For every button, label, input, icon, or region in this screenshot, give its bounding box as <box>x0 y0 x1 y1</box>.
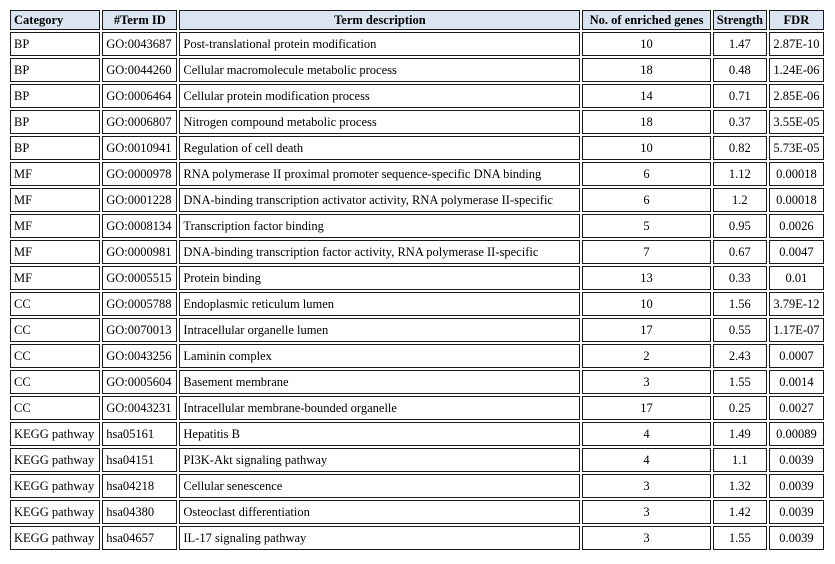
table-row <box>10 240 824 264</box>
header-row <box>10 10 824 30</box>
cell-enriched-genes: 3 <box>582 474 710 498</box>
table-row <box>10 136 824 160</box>
cell-category: MF <box>10 214 100 238</box>
cell-term-id: GO:0000978 <box>102 162 177 186</box>
cell-term-description: Intracellular membrane-bounded organelle <box>179 396 580 420</box>
table-row <box>10 32 824 56</box>
cell-term-id: hsa04151 <box>102 448 177 472</box>
cell-strength: 0.71 <box>713 84 767 108</box>
cell-fdr: 3.79E-12 <box>769 292 824 316</box>
cell-term-id: hsa04657 <box>102 526 177 550</box>
cell-fdr: 0.00018 <box>769 162 824 186</box>
cell-category: KEGG pathway <box>10 422 100 446</box>
table-row <box>10 370 824 394</box>
cell-category: CC <box>10 396 100 420</box>
table-row <box>10 84 824 108</box>
cell-category: MF <box>10 188 100 212</box>
cell-enriched-genes: 10 <box>582 292 710 316</box>
table-row <box>10 110 824 134</box>
cell-strength: 1.32 <box>713 474 767 498</box>
cell-category: BP <box>10 136 100 160</box>
table-row <box>10 188 824 212</box>
cell-fdr: 0.0039 <box>769 448 824 472</box>
cell-strength: 0.82 <box>713 136 767 160</box>
table-row <box>10 448 824 472</box>
table-row <box>10 526 824 550</box>
cell-strength: 1.12 <box>713 162 767 186</box>
header-enriched-genes: No. of enriched genes <box>582 10 710 30</box>
table-row <box>10 422 824 446</box>
cell-term-id: hsa05161 <box>102 422 177 446</box>
header-strength: Strength <box>713 10 767 30</box>
cell-term-id: GO:0044260 <box>102 58 177 82</box>
cell-term-description: Regulation of cell death <box>179 136 580 160</box>
cell-strength: 1.1 <box>713 448 767 472</box>
cell-enriched-genes: 3 <box>582 526 710 550</box>
cell-term-description: RNA polymerase II proximal promoter sequence-specific DNA binding <box>179 162 580 186</box>
table-row <box>10 500 824 524</box>
cell-term-id: GO:0043231 <box>102 396 177 420</box>
cell-category: CC <box>10 344 100 368</box>
table-row <box>10 214 824 238</box>
cell-term-description: Cellular senescence <box>179 474 580 498</box>
cell-category: CC <box>10 318 100 342</box>
cell-enriched-genes: 7 <box>582 240 710 264</box>
cell-enriched-genes: 10 <box>582 136 710 160</box>
enrichment-table <box>8 8 826 552</box>
cell-strength: 1.47 <box>713 32 767 56</box>
cell-term-id: hsa04380 <box>102 500 177 524</box>
header-term-id: #Term ID <box>102 10 177 30</box>
cell-category: KEGG pathway <box>10 500 100 524</box>
cell-enriched-genes: 6 <box>582 188 710 212</box>
cell-category: BP <box>10 32 100 56</box>
cell-strength: 1.49 <box>713 422 767 446</box>
cell-strength: 0.55 <box>713 318 767 342</box>
cell-term-description: Basement membrane <box>179 370 580 394</box>
cell-fdr: 0.0014 <box>769 370 824 394</box>
cell-strength: 0.37 <box>713 110 767 134</box>
cell-enriched-genes: 13 <box>582 266 710 290</box>
cell-category: MF <box>10 240 100 264</box>
cell-term-id: GO:0008134 <box>102 214 177 238</box>
cell-enriched-genes: 2 <box>582 344 710 368</box>
cell-category: CC <box>10 370 100 394</box>
cell-term-description: DNA-binding transcription activator activity, RNA polymerase II-specific <box>179 188 580 212</box>
cell-term-id: GO:0001228 <box>102 188 177 212</box>
cell-term-description: Endoplasmic reticulum lumen <box>179 292 580 316</box>
cell-term-id: GO:0070013 <box>102 318 177 342</box>
header-term-description: Term description <box>179 10 580 30</box>
cell-strength: 0.95 <box>713 214 767 238</box>
cell-enriched-genes: 4 <box>582 448 710 472</box>
cell-fdr: 0.0007 <box>769 344 824 368</box>
cell-category: KEGG pathway <box>10 474 100 498</box>
cell-strength: 2.43 <box>713 344 767 368</box>
cell-fdr: 0.0039 <box>769 474 824 498</box>
cell-fdr: 3.55E-05 <box>769 110 824 134</box>
table-row <box>10 292 824 316</box>
cell-term-description: Intracellular organelle lumen <box>179 318 580 342</box>
table-row <box>10 318 824 342</box>
cell-strength: 1.56 <box>713 292 767 316</box>
cell-strength: 0.25 <box>713 396 767 420</box>
cell-term-id: GO:0005515 <box>102 266 177 290</box>
cell-term-description: Osteoclast differentiation <box>179 500 580 524</box>
cell-strength: 0.67 <box>713 240 767 264</box>
cell-term-id: GO:0000981 <box>102 240 177 264</box>
cell-category: CC <box>10 292 100 316</box>
cell-enriched-genes: 6 <box>582 162 710 186</box>
table-row <box>10 396 824 420</box>
cell-fdr: 0.0026 <box>769 214 824 238</box>
cell-term-description: Nitrogen compound metabolic process <box>179 110 580 134</box>
cell-fdr: 2.85E-06 <box>769 84 824 108</box>
cell-category: BP <box>10 58 100 82</box>
cell-term-description: Post-translational protein modification <box>179 32 580 56</box>
cell-enriched-genes: 3 <box>582 500 710 524</box>
cell-fdr: 1.17E-07 <box>769 318 824 342</box>
cell-fdr: 2.87E-10 <box>769 32 824 56</box>
cell-term-description: Laminin complex <box>179 344 580 368</box>
cell-strength: 1.55 <box>713 526 767 550</box>
cell-enriched-genes: 17 <box>582 396 710 420</box>
cell-category: KEGG pathway <box>10 448 100 472</box>
cell-enriched-genes: 18 <box>582 110 710 134</box>
cell-term-description: Cellular macromolecule metabolic process <box>179 58 580 82</box>
cell-fdr: 5.73E-05 <box>769 136 824 160</box>
cell-term-id: GO:0010941 <box>102 136 177 160</box>
cell-term-description: PI3K-Akt signaling pathway <box>179 448 580 472</box>
cell-strength: 0.48 <box>713 58 767 82</box>
cell-term-id: GO:0043256 <box>102 344 177 368</box>
cell-strength: 1.42 <box>713 500 767 524</box>
cell-fdr: 0.0027 <box>769 396 824 420</box>
cell-enriched-genes: 18 <box>582 58 710 82</box>
cell-term-description: Cellular protein modification process <box>179 84 580 108</box>
cell-category: MF <box>10 162 100 186</box>
cell-enriched-genes: 4 <box>582 422 710 446</box>
cell-category: KEGG pathway <box>10 526 100 550</box>
cell-category: MF <box>10 266 100 290</box>
cell-term-id: GO:0043687 <box>102 32 177 56</box>
cell-strength: 0.33 <box>713 266 767 290</box>
cell-fdr: 0.0047 <box>769 240 824 264</box>
cell-term-id: GO:0006807 <box>102 110 177 134</box>
cell-term-description: Transcription factor binding <box>179 214 580 238</box>
cell-enriched-genes: 5 <box>582 214 710 238</box>
cell-fdr: 1.24E-06 <box>769 58 824 82</box>
table-row <box>10 58 824 82</box>
cell-fdr: 0.0039 <box>769 526 824 550</box>
cell-term-description: Protein binding <box>179 266 580 290</box>
cell-term-description: Hepatitis B <box>179 422 580 446</box>
header-category: Category <box>10 10 100 30</box>
cell-fdr: 0.00089 <box>769 422 824 446</box>
cell-enriched-genes: 3 <box>582 370 710 394</box>
cell-term-description: DNA-binding transcription factor activity, RNA polymerase II-specific <box>179 240 580 264</box>
cell-category: BP <box>10 84 100 108</box>
table-row <box>10 344 824 368</box>
cell-fdr: 0.0039 <box>769 500 824 524</box>
cell-enriched-genes: 17 <box>582 318 710 342</box>
cell-strength: 1.2 <box>713 188 767 212</box>
header-fdr: FDR <box>769 10 824 30</box>
cell-enriched-genes: 14 <box>582 84 710 108</box>
cell-term-id: GO:0005604 <box>102 370 177 394</box>
table-row <box>10 162 824 186</box>
cell-fdr: 0.01 <box>769 266 824 290</box>
cell-term-id: hsa04218 <box>102 474 177 498</box>
table-row <box>10 266 824 290</box>
cell-term-id: GO:0005788 <box>102 292 177 316</box>
cell-term-id: GO:0006464 <box>102 84 177 108</box>
cell-term-description: IL-17 signaling pathway <box>179 526 580 550</box>
cell-strength: 1.55 <box>713 370 767 394</box>
cell-fdr: 0.00018 <box>769 188 824 212</box>
table-row <box>10 474 824 498</box>
cell-enriched-genes: 10 <box>582 32 710 56</box>
cell-category: BP <box>10 110 100 134</box>
